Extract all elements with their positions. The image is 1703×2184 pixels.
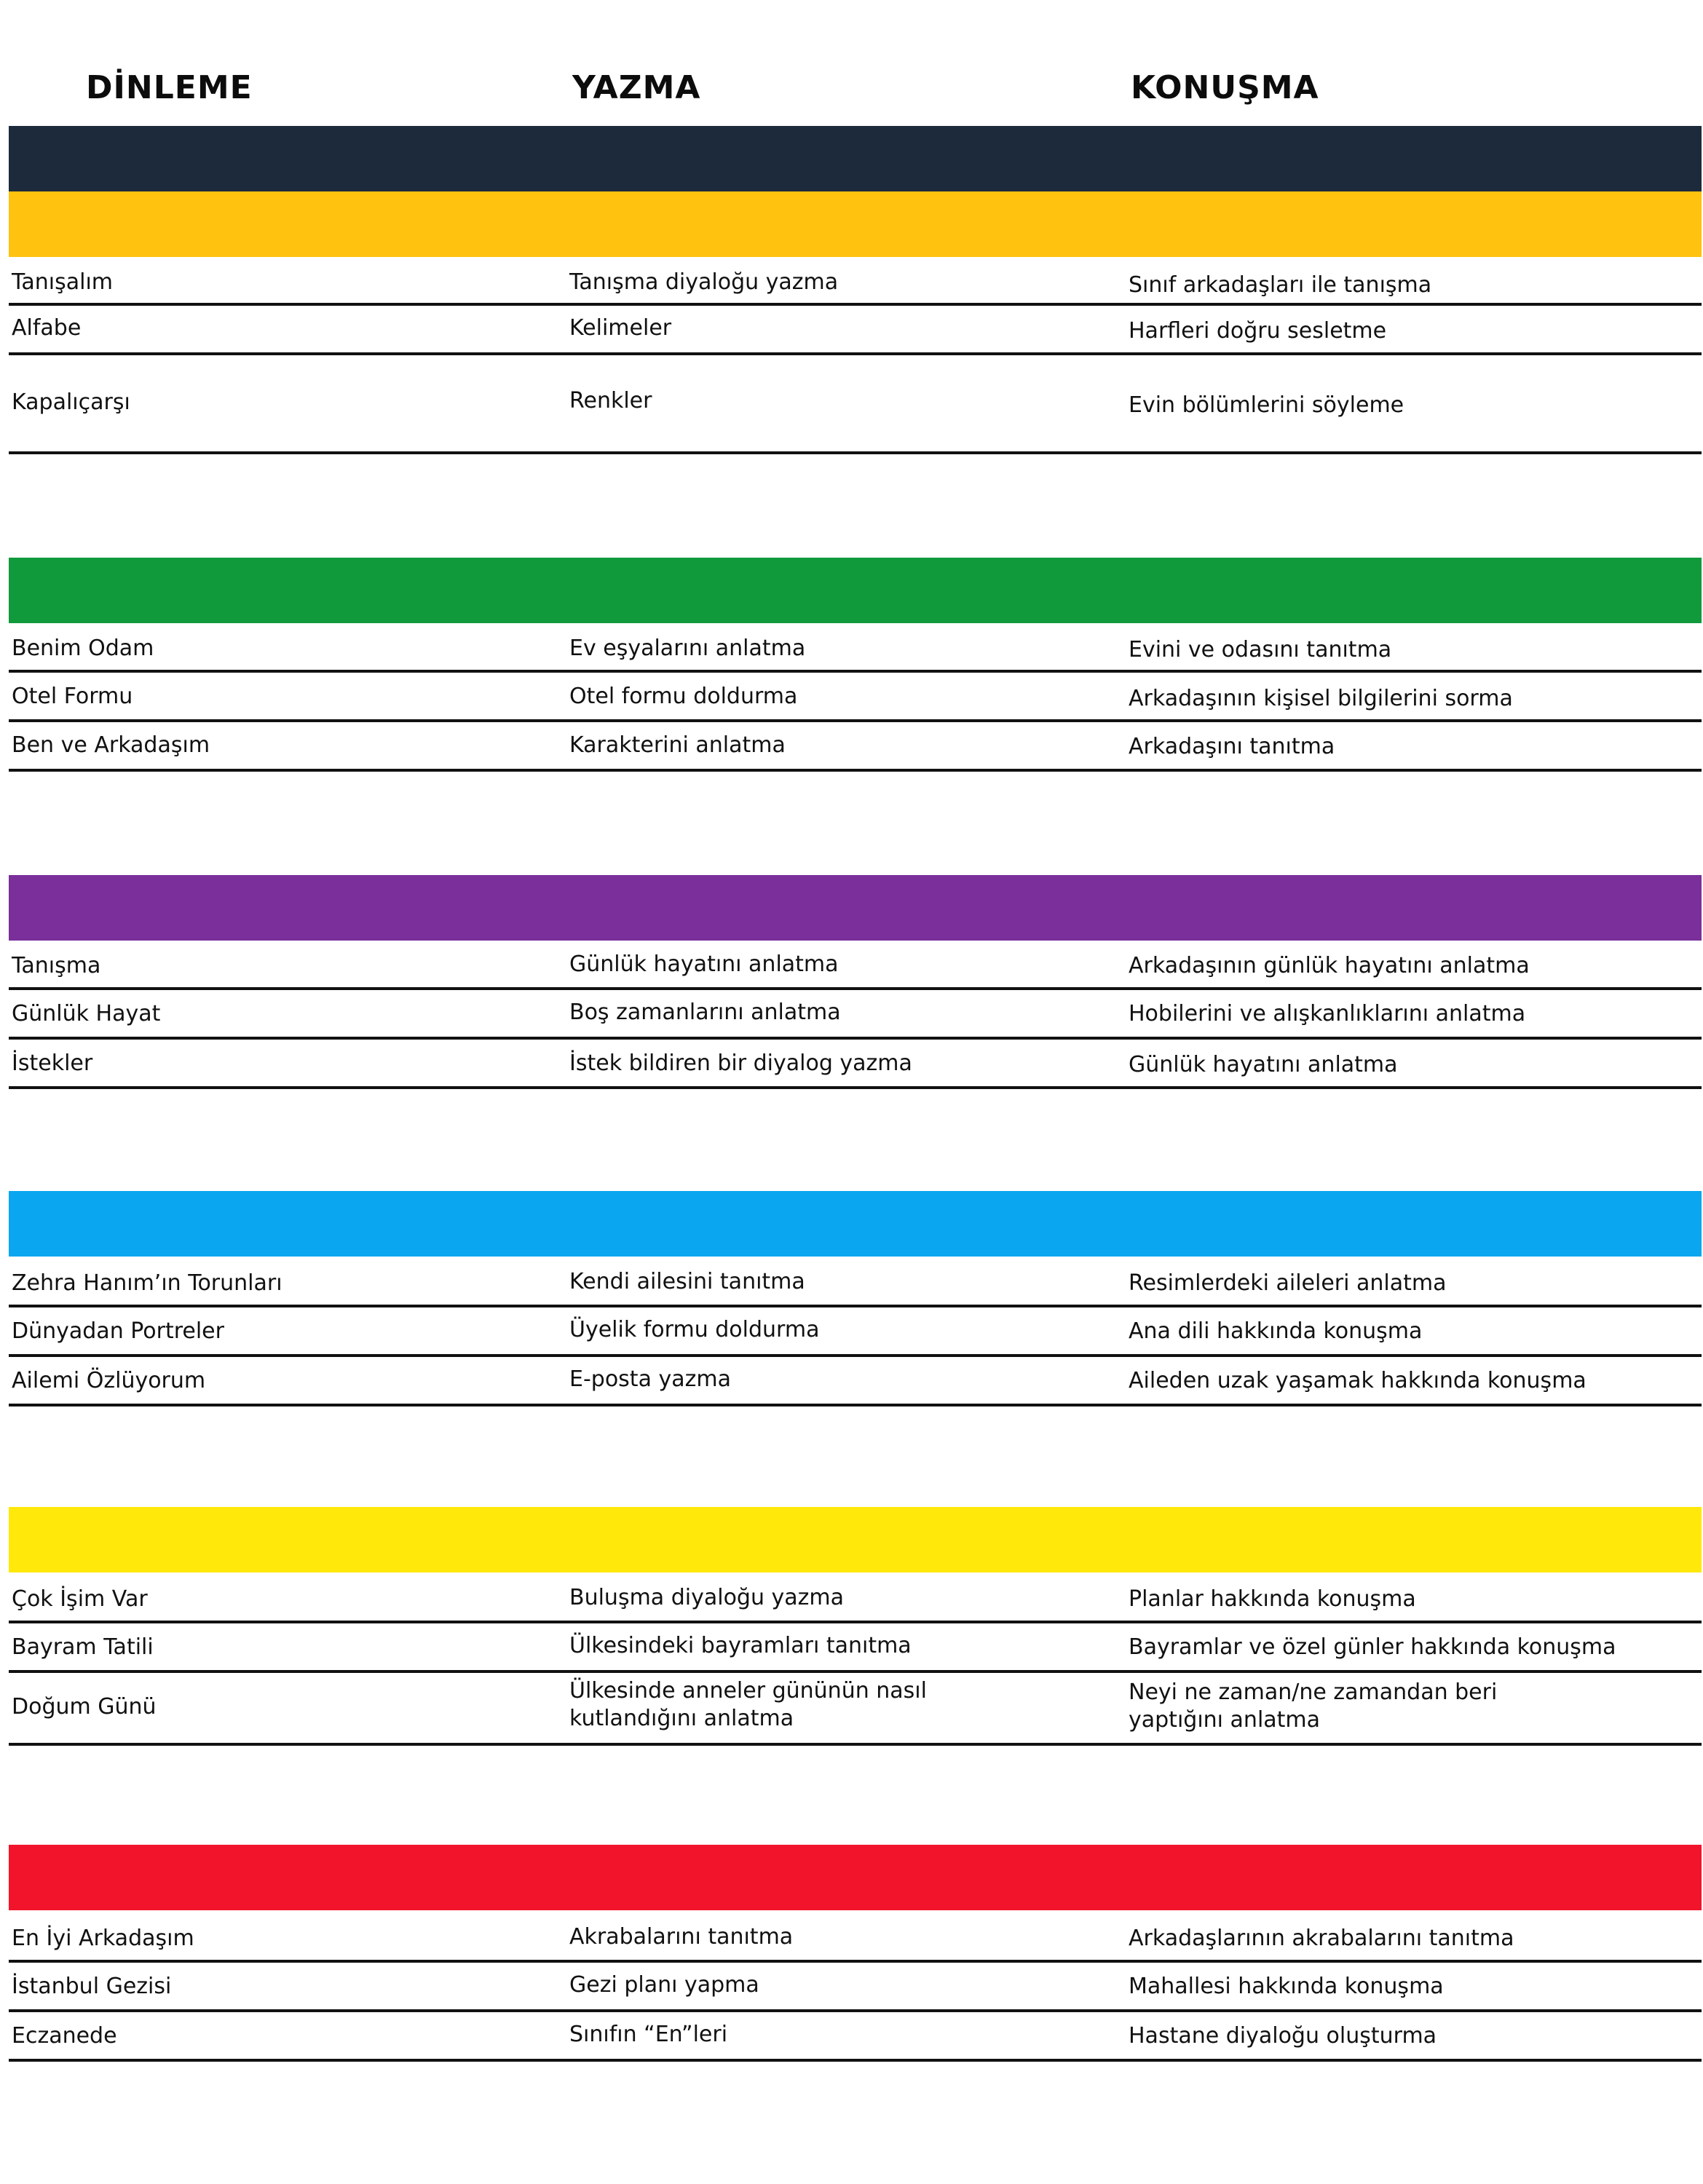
writing-cell: Boş zamanlarını anlatma bbox=[569, 1000, 841, 1025]
section-1-band-amber bbox=[9, 191, 1702, 257]
writing-cell: Tanışma diyaloğu yazma bbox=[569, 269, 839, 295]
table-row bbox=[9, 2012, 1702, 2062]
writing-cell: Buluşma diyaloğu yazma bbox=[569, 1585, 845, 1610]
listening-cell: Tanışalım bbox=[12, 269, 113, 295]
column-headers bbox=[0, 69, 1703, 127]
table-row bbox=[9, 355, 1702, 454]
table-row bbox=[9, 1577, 1702, 1623]
listening-cell: En İyi Arkadaşım bbox=[12, 1926, 194, 1951]
writing-cell: E-posta yazma bbox=[569, 1366, 731, 1392]
writing-cell: Ülkesinde anneler gününün nasıl kutlandığını anlatma bbox=[569, 1678, 927, 1731]
listening-cell: Tanışma bbox=[12, 953, 101, 978]
speaking-cell: Evin bölümlerini söyleme bbox=[1129, 392, 1404, 418]
speaking-cell: Hastane diyaloğu oluşturma bbox=[1129, 2023, 1437, 2049]
table-row bbox=[9, 1040, 1702, 1089]
speaking-cell: Harfleri doğru sesletme bbox=[1129, 318, 1387, 344]
writing-cell: Otel formu doldurma bbox=[569, 684, 798, 709]
listening-cell: Benim Odam bbox=[12, 636, 154, 661]
speaking-cell: Arkadaşını tanıtma bbox=[1129, 734, 1335, 759]
speaking-cell: Aileden uzak yaşamak hakkında konuşma bbox=[1129, 1368, 1587, 1393]
speaking-cell: Planlar hakkında konuşma bbox=[1129, 1586, 1416, 1612]
section-1-band-navy bbox=[9, 126, 1702, 191]
writing-cell: İstek bildiren bir diyalog yazma bbox=[569, 1051, 912, 1076]
speaking-cell: Bayramlar ve özel günler hakkında konuşma bbox=[1129, 1634, 1616, 1660]
listening-cell: Günlük Hayat bbox=[12, 1001, 161, 1026]
listening-cell: Doğum Günü bbox=[12, 1694, 157, 1720]
table-row bbox=[9, 1307, 1702, 1357]
speaking-cell: Evini ve odasını tanıtma bbox=[1129, 637, 1392, 662]
listening-cell: İstanbul Gezisi bbox=[12, 1974, 172, 1999]
section-3-band bbox=[9, 875, 1702, 941]
section-4-band bbox=[9, 1191, 1702, 1257]
table-row bbox=[9, 945, 1702, 990]
section-5-band bbox=[9, 1507, 1702, 1572]
writing-cell: Ev eşyalarını anlatma bbox=[569, 636, 806, 661]
section-2-band bbox=[9, 558, 1702, 623]
writing-cell: Karakterini anlatma bbox=[569, 732, 786, 758]
column-header-writing: YAZMA bbox=[572, 69, 701, 106]
speaking-cell: Ana dili hakkında konuşma bbox=[1129, 1318, 1423, 1344]
table-row bbox=[9, 306, 1702, 355]
column-header-speaking: KONUŞMA bbox=[1131, 69, 1319, 106]
writing-cell: Kelimeler bbox=[569, 315, 672, 341]
listening-cell: Otel Formu bbox=[12, 684, 133, 709]
table-row bbox=[9, 262, 1702, 306]
table-row bbox=[9, 1673, 1702, 1746]
table-row bbox=[9, 1963, 1702, 2012]
listening-cell: Bayram Tatili bbox=[12, 1634, 154, 1660]
table-row bbox=[9, 1916, 1702, 1963]
section-6-band bbox=[9, 1845, 1702, 1910]
listening-cell: Ailemi Özlüyorum bbox=[12, 1368, 206, 1393]
table-row bbox=[9, 673, 1702, 722]
writing-cell: Günlük hayatını anlatma bbox=[569, 951, 839, 977]
speaking-cell: Mahallesi hakkında konuşma bbox=[1129, 1974, 1444, 1999]
listening-cell: Alfabe bbox=[12, 315, 82, 341]
listening-cell: Kapalıçarşı bbox=[12, 389, 130, 415]
speaking-cell: Neyi ne zaman/ne zamandan beri yaptığını anlatma bbox=[1129, 1679, 1498, 1733]
column-header-listening: DİNLEME bbox=[86, 69, 253, 106]
table-row bbox=[9, 1623, 1702, 1673]
writing-cell: Gezi planı yapma bbox=[569, 1972, 759, 1998]
speaking-cell: Günlük hayatını anlatma bbox=[1129, 1052, 1398, 1077]
writing-cell: Sınıfın “En”leri bbox=[569, 2022, 728, 2047]
writing-cell: Akrabalarını tanıtma bbox=[569, 1924, 794, 1950]
speaking-cell: Sınıf arkadaşları ile tanışma bbox=[1129, 272, 1432, 298]
listening-cell: Zehra Hanım’ın Torunları bbox=[12, 1270, 282, 1296]
speaking-cell: Arkadaşının kişisel bilgilerini sorma bbox=[1129, 686, 1513, 711]
table-row bbox=[9, 990, 1702, 1040]
listening-cell: Çok İşim Var bbox=[12, 1586, 148, 1612]
table-row bbox=[9, 628, 1702, 673]
listening-cell: Eczanede bbox=[12, 2023, 117, 2049]
table-row bbox=[9, 722, 1702, 772]
speaking-cell: Arkadaşının günlük hayatını anlatma bbox=[1129, 953, 1530, 978]
writing-cell: Kendi ailesini tanıtma bbox=[569, 1269, 805, 1294]
table-row bbox=[9, 1357, 1702, 1406]
speaking-cell: Hobilerini ve alışkanlıklarını anlatma bbox=[1129, 1001, 1526, 1026]
listening-cell: Ben ve Arkadaşım bbox=[12, 732, 210, 758]
writing-cell: Üyelik formu doldurma bbox=[569, 1317, 820, 1342]
listening-cell: Dünyadan Portreler bbox=[12, 1318, 224, 1344]
speaking-cell: Resimlerdeki aileleri anlatma bbox=[1129, 1270, 1447, 1296]
speaking-cell: Arkadaşlarının akrabalarını tanıtma bbox=[1129, 1926, 1514, 1951]
table-row bbox=[9, 1261, 1702, 1307]
writing-cell: Ülkesindeki bayramları tanıtma bbox=[569, 1633, 912, 1658]
listening-cell: İstekler bbox=[12, 1051, 93, 1076]
writing-cell: Renkler bbox=[569, 388, 652, 414]
